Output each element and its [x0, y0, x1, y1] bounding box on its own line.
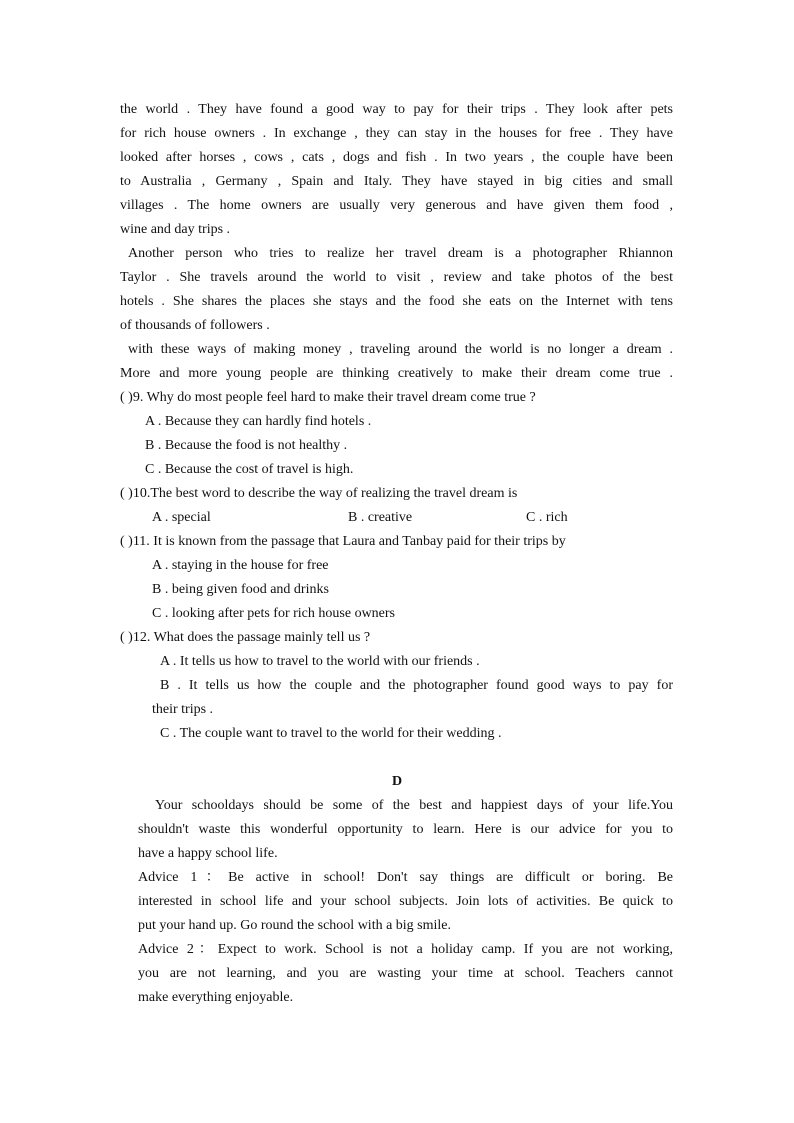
section-d-line: put your hand up. Go round the school with a big smile. [138, 918, 452, 933]
passage-line: the world . They have found a good way to pay for their trips . They look after pets [120, 102, 673, 117]
section-d-line: Your schooldays should be some of the best and happiest days of your life.You [155, 798, 673, 813]
question-12-option-a: A . It tells us how to travel to the world with our friends . [160, 654, 480, 669]
section-d-line: shouldn't waste this wonderful opportunity to learn. Here is our advice for you to [138, 822, 673, 837]
question-10-option-a: A . special [152, 510, 211, 525]
section-d-line: have a happy school life. [138, 846, 278, 861]
section-d-line: Advice 1：Be active in school! Don't say things are difficult or boring. Be [138, 870, 673, 885]
question-9-option-c: C . Because the cost of travel is high. [145, 462, 354, 477]
passage-line: looked after horses , cows , cats , dogs and fish . In two years , the couple have been [120, 150, 673, 165]
section-d-line: Advice 2：Expect to work. School is not a holiday camp. If you are not working, [138, 942, 673, 957]
passage-line: with these ways of making money , traveling around the world is no longer a dream . [128, 342, 673, 357]
section-d-line: you are not learning, and you are wasting your time at school. Teachers cannot [138, 966, 673, 981]
passage-line: Taylor . She travels around the world to visit , review and take photos of the best [120, 270, 673, 285]
passage-line: villages . The home owners are usually very generous and have given them food , [120, 198, 673, 213]
section-d-line: make everything enjoyable. [138, 990, 294, 1005]
passage-line: More and more young people are thinking creatively to make their dream come true . [120, 366, 673, 381]
passage-line: for rich house owners . In exchange , they can stay in the houses for free . They have [120, 126, 673, 141]
passage-line: hotels . She shares the places she stays and the food she eats on the Internet with tens [120, 294, 673, 309]
question-11-option-b: B . being given food and drinks [152, 582, 329, 597]
question-12-option-b-continued: their trips . [152, 702, 214, 717]
passage-line: of thousands of followers . [120, 318, 270, 333]
question-10-stem: ( )10.The best word to describe the way of realizing the travel dream is [120, 486, 518, 501]
section-d-heading: D [391, 774, 403, 789]
passage-line: Another person who tries to realize her travel dream is a photographer Rhiannon [128, 246, 673, 261]
question-12-option-c: C . The couple want to travel to the world for their wedding . [160, 726, 502, 741]
question-10-option-c: C . rich [526, 510, 568, 525]
question-11-stem: ( )11. It is known from the passage that Laura and Tanbay paid for their trips by [120, 534, 566, 549]
question-12-stem: ( )12. What does the passage mainly tell us ? [120, 630, 371, 645]
question-12-option-b: B . It tells us how the couple and the photographer found good ways to pay for [160, 678, 673, 693]
question-9-option-b: B . Because the food is not healthy . [145, 438, 348, 453]
question-11-option-a: A . staying in the house for free [152, 558, 329, 573]
section-d-line: interested in school life and your school subjects. Join lots of activities. Be quick to [138, 894, 673, 909]
passage-line: wine and day trips . [120, 222, 231, 237]
question-11-option-c: C . looking after pets for rich house owners [152, 606, 395, 621]
question-9-stem: ( )9. Why do most people feel hard to make their travel dream come true ? [120, 390, 536, 405]
passage-line: to Australia , Germany , Spain and Italy. They have stayed in big cities and small [120, 174, 673, 189]
question-9-option-a: A . Because they can hardly find hotels . [145, 414, 372, 429]
question-10-option-b: B . creative [348, 510, 413, 525]
